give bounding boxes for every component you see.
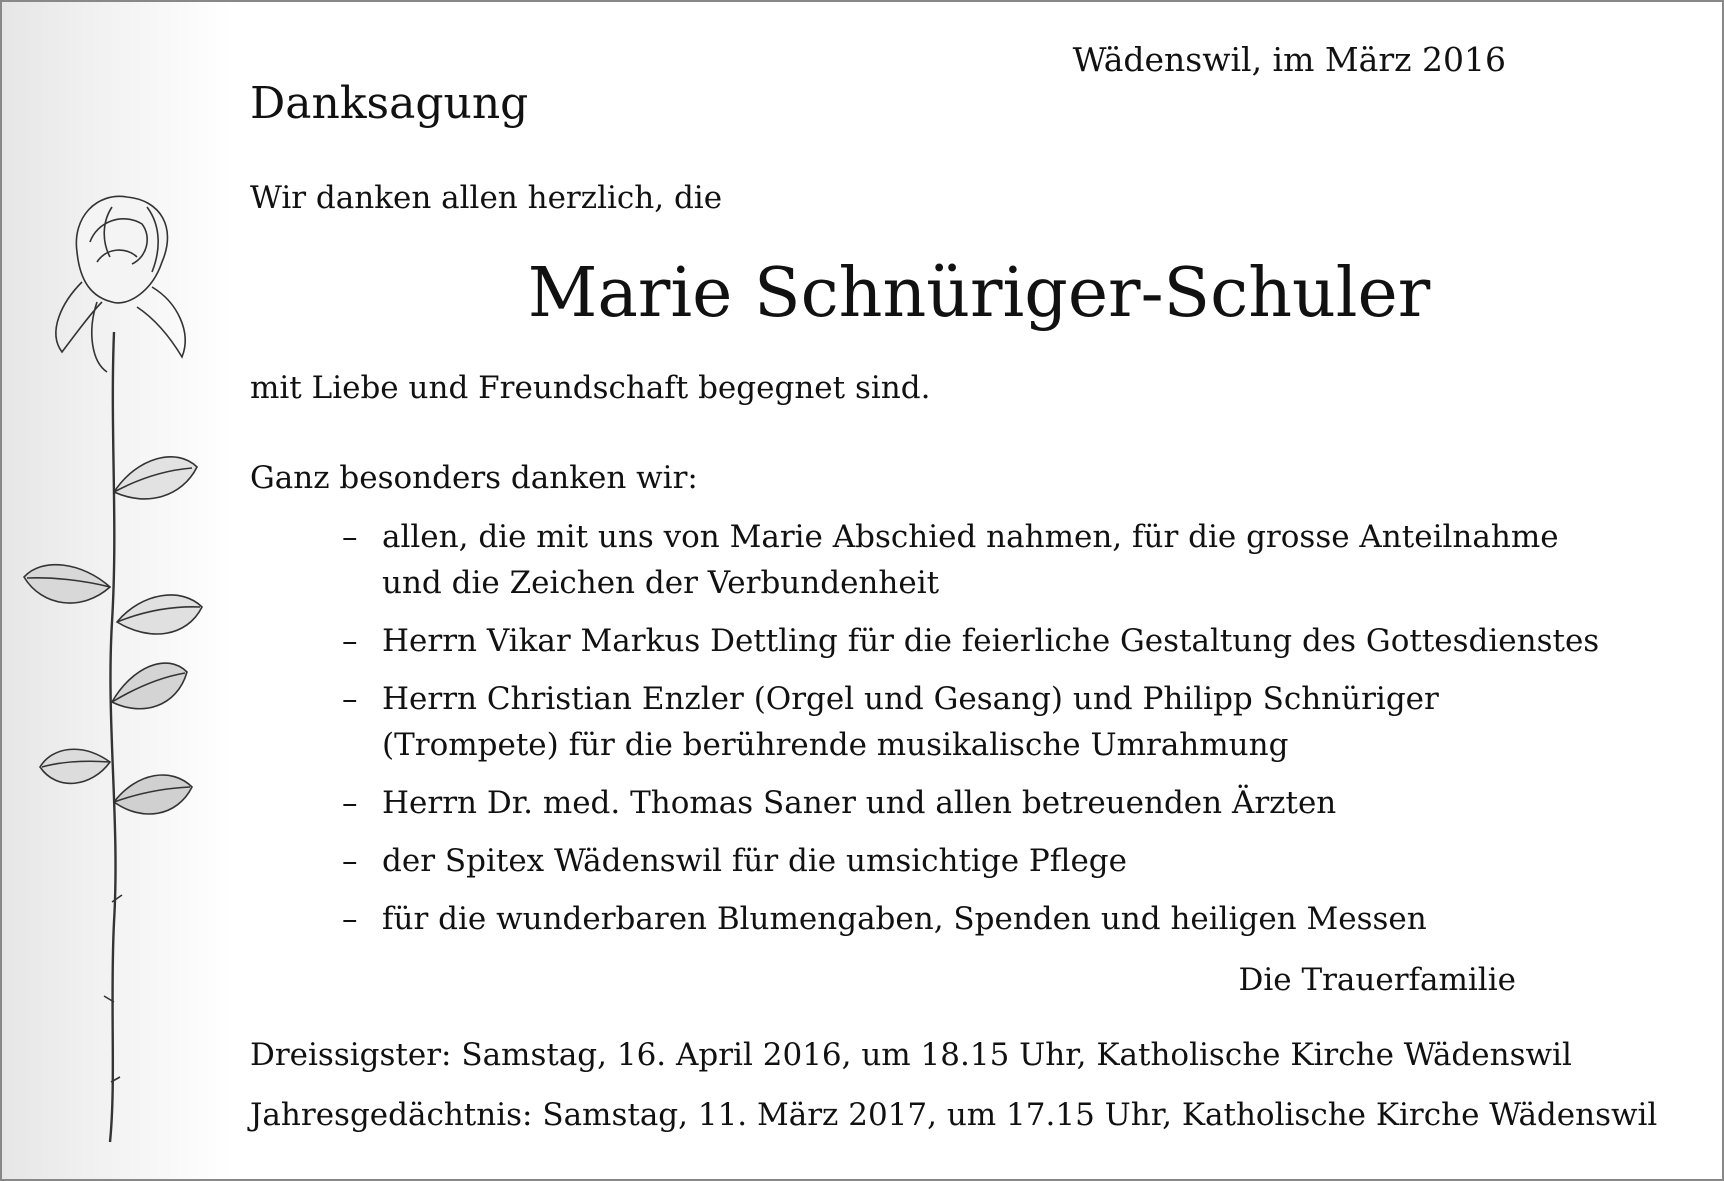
page-title: Danksagung (250, 78, 529, 129)
list-item (342, 838, 1682, 884)
list-item-line: für die wunderbaren Blumengaben, Spenden und heiligen Messen (382, 901, 1427, 937)
place-date: Wädenswil, im März 2016 (1072, 40, 1506, 79)
event-thirtieth: Dreissigster: Samstag, 16. April 2016, um 18.15 Uhr, Katholische Kirche Wädenswil (250, 1037, 1572, 1073)
list-item-line: allen, die mit uns von Marie Abschied nahmen, für die grosse Anteilnahme (382, 519, 1559, 555)
signature: Die Trauerfamilie (1238, 962, 1516, 998)
list-item-line: der Spitex Wädenswil für die umsichtige Pflege (382, 843, 1127, 879)
deceased-name: Marie Schnüriger-Schuler (527, 254, 1431, 333)
dash-bullet: – (342, 681, 358, 717)
list-item-line: Herrn Dr. med. Thomas Saner und allen betreuenden Ärzten (382, 785, 1337, 821)
outro-text: mit Liebe und Freundschaft begegnet sind. (250, 370, 931, 406)
dash-bullet: – (342, 519, 358, 555)
list-item-line: Herrn Christian Enzler (Orgel und Gesang) und Philipp Schnüriger (382, 681, 1439, 717)
dash-bullet: – (342, 785, 358, 821)
list-item (342, 896, 1682, 942)
special-thanks-heading: Ganz besonders danken wir: (250, 460, 698, 496)
rose-icon (2, 2, 232, 1179)
list-item (342, 514, 1682, 606)
list-item-line: und die Zeichen der Verbundenheit (382, 565, 940, 601)
list-item-line: (Trompete) für die berührende musikalische Umrahmung (382, 727, 1289, 763)
list-item-line: Herrn Vikar Markus Dettling für die feierliche Gestaltung des Gottesdienstes (382, 623, 1600, 659)
dash-bullet: – (342, 623, 358, 659)
list-item (342, 618, 1682, 664)
dash-bullet: – (342, 901, 358, 937)
rose-panel (2, 2, 232, 1179)
dash-bullet: – (342, 843, 358, 879)
list-item (342, 676, 1682, 768)
list-item (342, 780, 1682, 826)
thanks-list (342, 514, 1682, 954)
event-anniversary: Jahresgedächtnis: Samstag, 11. März 2017, um 17.15 Uhr, Katholische Kirche Wädenswil (250, 1097, 1658, 1133)
intro-text: Wir danken allen herzlich, die (250, 180, 723, 216)
